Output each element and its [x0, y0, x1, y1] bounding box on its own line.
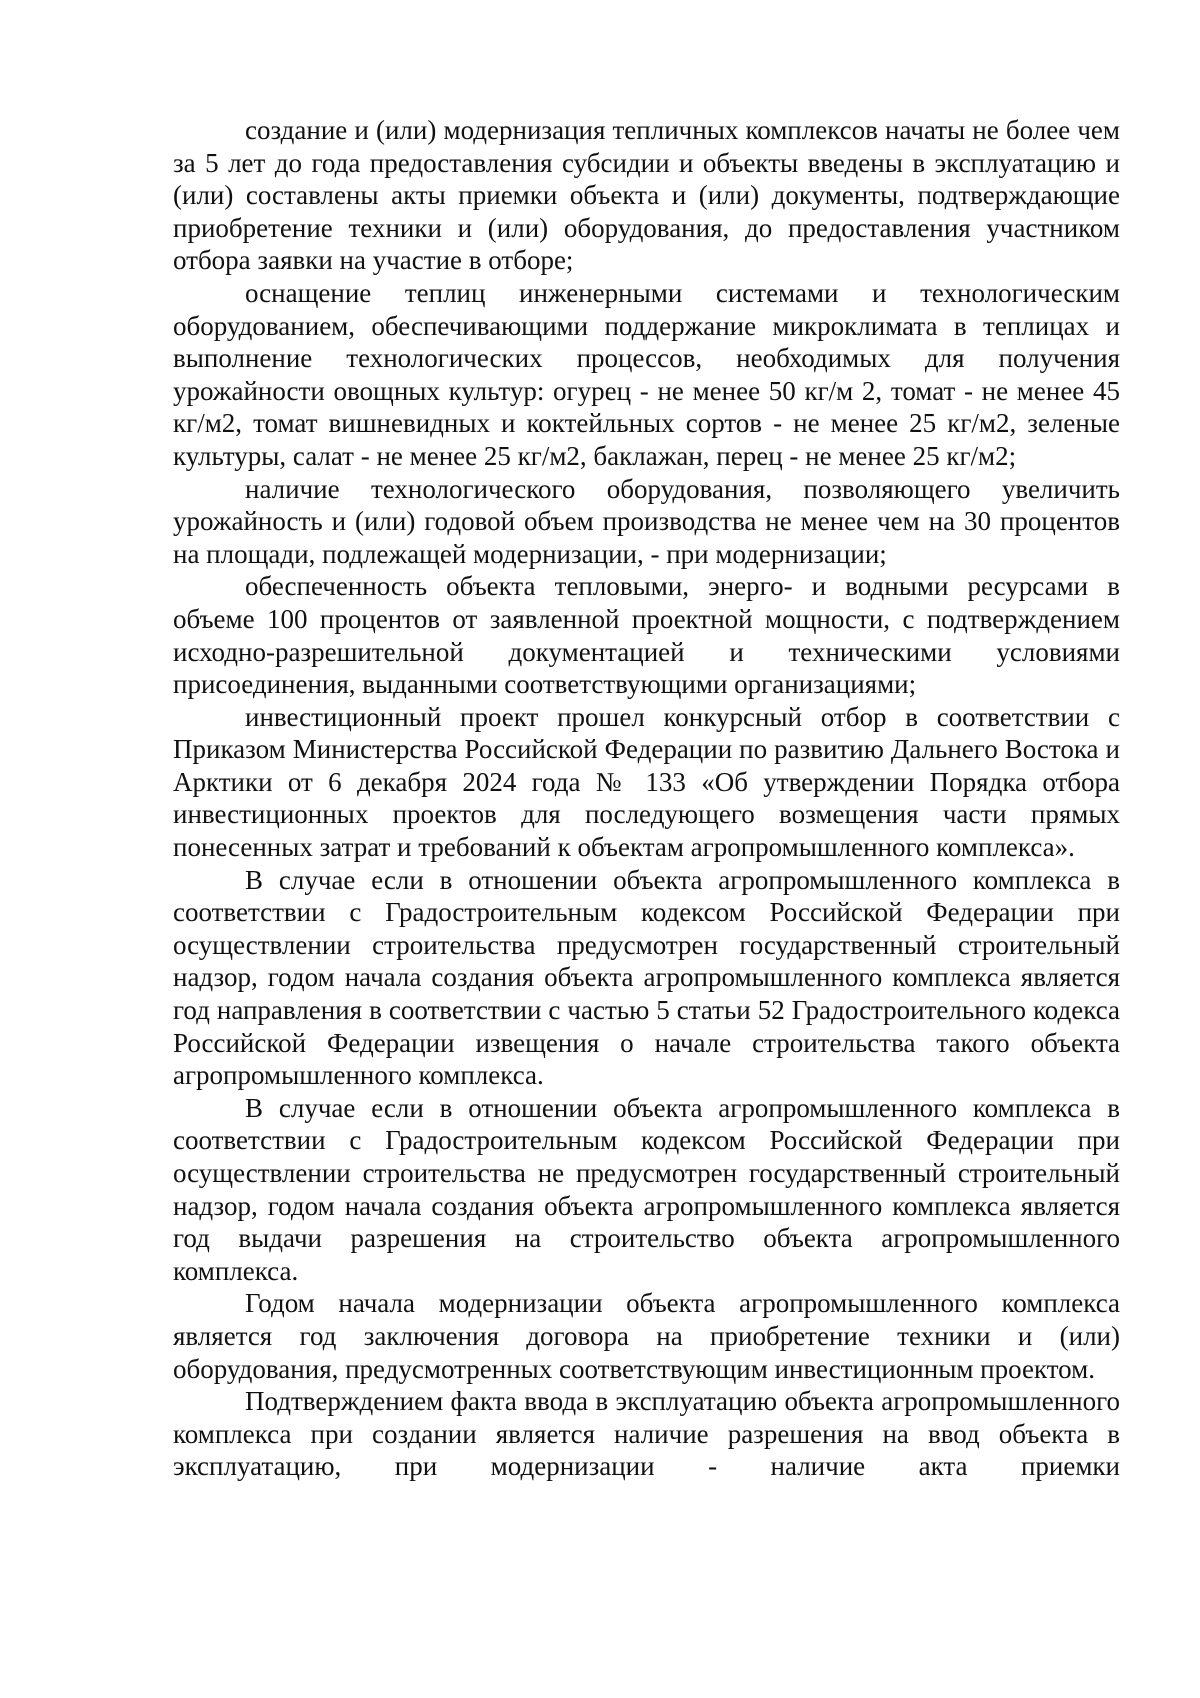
paragraph-state-supervision-provided: В случае если в отношении объекта агропромышленного комплекса в соответствии с Градостроительным кодексом Российской Федерации при осуществлении строительства предусмотрен государственный строительный надзор, годом начала создания объекта агропромышленного комплекса является год направления в соответствии с частью 5 статьи 52 Градостроительного кодекса Российской Федерации извещения о начале строительства такого объекта агропромышленного комплекса.	[173, 864, 1120, 1091]
paragraph-engineering-systems: оснащение теплиц инженерными системами и технологическим оборудованием, обеспечивающими поддержание микроклимата в теплицах и выполнение технологических процессов, необходимых для получения урожайности овощных культур: огурец - не менее 50 кг/м 2, томат - не менее 45 кг/м2, томат вишневидных и коктейльных сортов - не менее 25 кг/м2, зеленые культуры, салат - не менее 25 кг/м2, баклажан, перец - не менее 25 кг/м2;	[173, 277, 1120, 471]
paragraph-state-supervision-not-provided: В случае если в отношении объекта агропромышленного комплекса в соответствии с Градостроительным кодексом Российской Федерации при осуществлении строительства не предусмотрен государственный строительный надзор, годом начала создания объекта агропромышленного комплекса является год выдачи разрешения на строительство объекта агропромышленного комплекса.	[173, 1092, 1120, 1286]
paragraph-modernization-start: Годом начала модернизации объекта агропромышленного комплекса является год заключения договора на приобретение техники и (или) оборудования, предусмотренных соответствующим инвестиционным проектом.	[173, 1288, 1120, 1384]
paragraph-greenhouse-start: создание и (или) модернизация тепличных комплексов начаты не более чем за 5 лет до года предоставления субсидии и объекты введены в эксплуатацию и (или) составлены акты приемки объекта и (или) документы, подтверждающие приобретение техники и (или) оборудования, до предоставления участником отбора заявки на участие в отборе;	[173, 115, 1120, 276]
paragraph-resources-supply: обеспеченность объекта тепловыми, энерго- и водными ресурсами в объеме 100 процентов от заявленной проектной мощности, с подтверждением исходно-разрешительной документацией и техническими условиями присоединения, выданными соответствующими организациями;	[173, 571, 1120, 700]
paragraph-tech-equipment: наличие технологического оборудования, позволяющего увеличить урожайность и (или) годовой объем производства не менее чем на 30 процентов на площади, подлежащей модернизации, - при модернизации;	[173, 473, 1120, 569]
paragraph-investment-project: инвестиционный проект прошел конкурсный отбор в соответствии с Приказом Министерства Российской Федерации по развитию Дальнего Востока и Арктики от 6 декабря 2024 года № 133 «Об утверждении Порядка отбора инвестиционных проектов для последующего возмещения части прямых понесенных затрат и требований к объектам агропромышленного комплекса».	[173, 701, 1120, 863]
paragraph-commissioning-confirmation: Подтверждением факта ввода в эксплуатацию объекта агропромышленного комплекса при создании является наличие разрешения на ввод объекта в эксплуатацию, при модернизации - наличие акта приемки	[173, 1386, 1120, 1482]
document-body	[173, 114, 1120, 1483]
